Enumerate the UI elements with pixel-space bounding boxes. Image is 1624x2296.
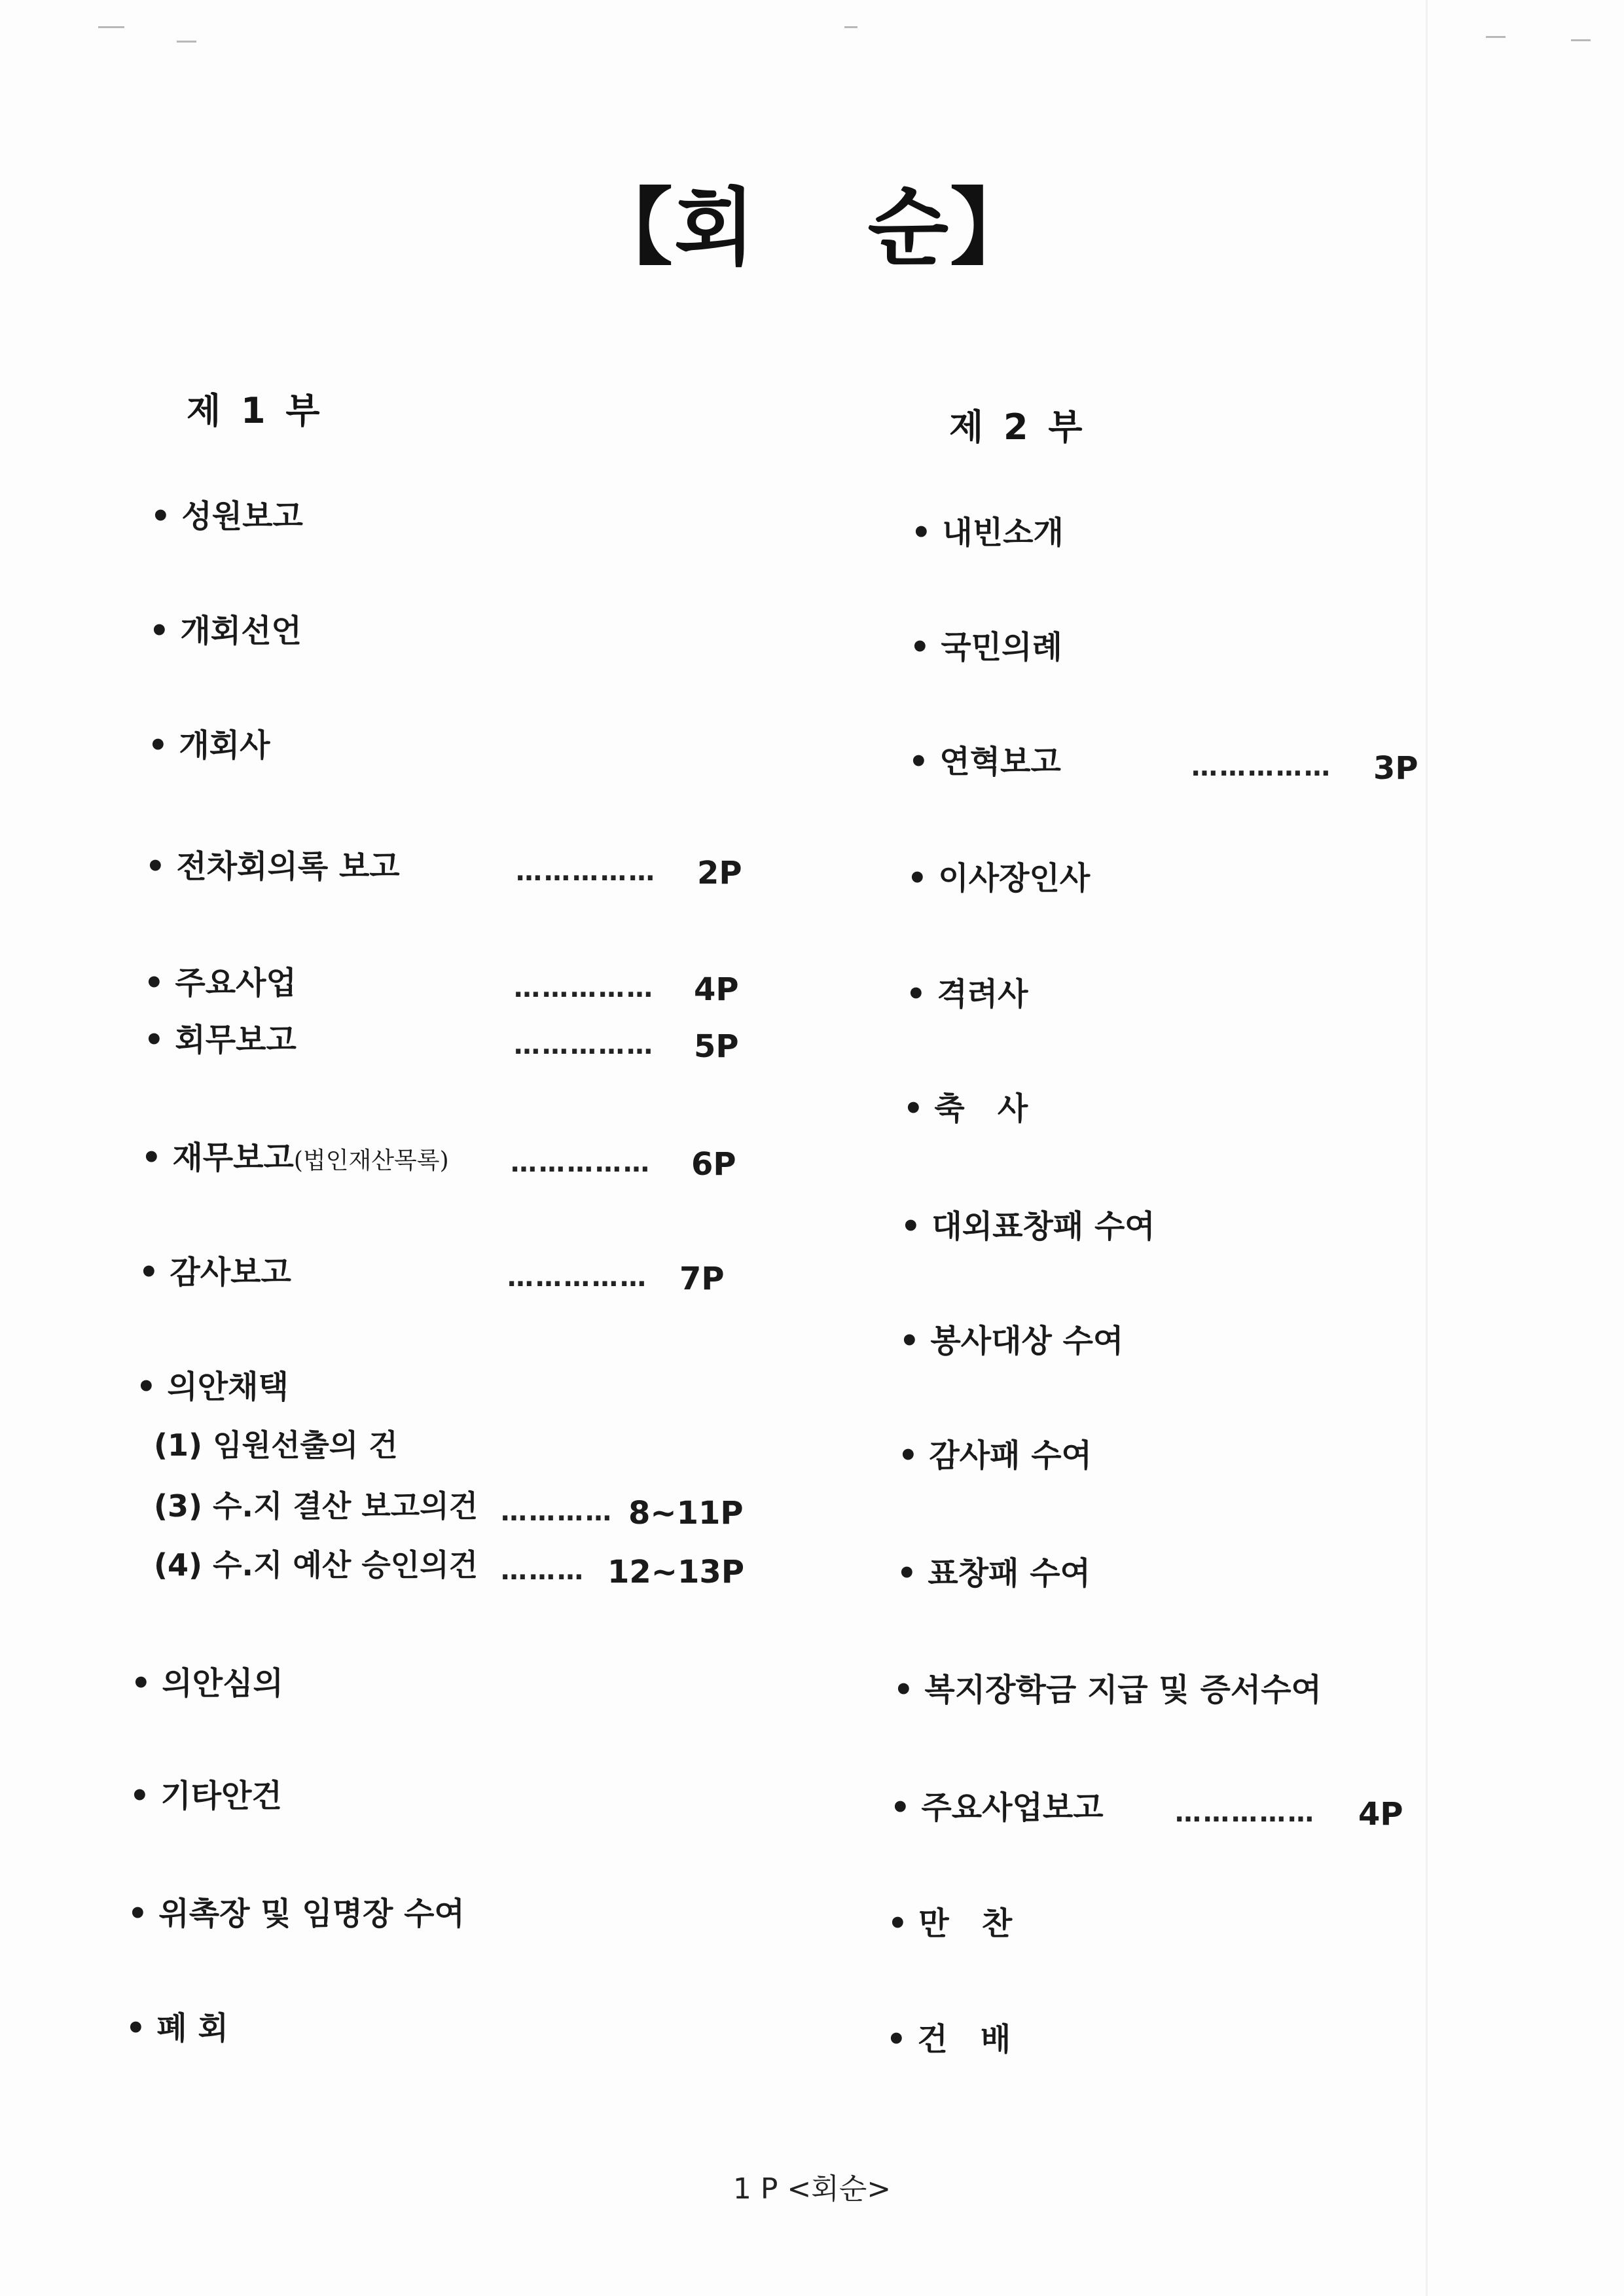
agenda-item: • 만 찬 bbox=[888, 1905, 1013, 1942]
agenda-item: • 개회선언 bbox=[149, 613, 302, 649]
page-reference: 8~11P bbox=[628, 1495, 744, 1532]
agenda-item: • 건 배 bbox=[886, 2021, 1011, 2058]
leader-dots: …………… bbox=[514, 973, 655, 1003]
part2-heading: 제 2 부 bbox=[949, 406, 1087, 448]
agenda-subitem: (4) 수.지 예산 승인의건 bbox=[154, 1547, 478, 1583]
scan-smudge bbox=[98, 26, 124, 28]
agenda-item: • 연혁보고 bbox=[909, 744, 1061, 780]
agenda-item: • 격려사 bbox=[906, 976, 1028, 1013]
agenda-item-note: (법인재산목록) bbox=[293, 1147, 449, 1174]
agenda-item: • 의안심의 bbox=[131, 1665, 283, 1702]
agenda-item bbox=[141, 1139, 449, 1176]
page-reference: 12~13P bbox=[607, 1554, 744, 1590]
agenda-item: • 개회사 bbox=[148, 727, 270, 764]
agenda-item: • 성원보고 bbox=[151, 498, 303, 535]
leader-dots: …………… bbox=[514, 1030, 655, 1060]
agenda-item: • 주요사업보고 bbox=[890, 1789, 1104, 1826]
agenda-item: • 위촉장 및 임명장 수여 bbox=[128, 1895, 465, 1932]
page-footer: 1 P <회순> bbox=[732, 2172, 892, 2206]
scan-smudge bbox=[844, 26, 857, 28]
agenda-item: • 표창패 수여 bbox=[897, 1555, 1091, 1592]
scan-smudge bbox=[1571, 39, 1591, 41]
scan-smudge bbox=[1486, 36, 1506, 38]
agenda-item: • 복지장학금 지급 및 증서수여 bbox=[893, 1672, 1322, 1708]
page-title-part1: 【회 bbox=[588, 179, 757, 277]
agenda-item-label: • 재무보고 bbox=[141, 1139, 294, 1176]
leader-dots: ………… bbox=[501, 1497, 613, 1527]
agenda-item: • 내빈소개 bbox=[911, 514, 1064, 551]
agenda-item: • 기타안건 bbox=[130, 1778, 282, 1814]
leader-dots: …………… bbox=[511, 1148, 651, 1178]
agenda-item: • 회무보고 bbox=[144, 1022, 297, 1058]
agenda-item: • 주요사업 bbox=[144, 965, 297, 1001]
agenda-item: • 폐 회 bbox=[126, 2010, 228, 2047]
scan-edge-line bbox=[1426, 0, 1428, 2296]
agenda-item: • 의안채택 bbox=[136, 1369, 289, 1405]
agenda-item: • 대외표창패 수여 bbox=[901, 1208, 1155, 1245]
page-reference: 4P bbox=[694, 971, 739, 1008]
page-title bbox=[0, 160, 1624, 281]
page-reference: 5P bbox=[694, 1028, 739, 1065]
page-reference: 6P bbox=[691, 1146, 736, 1183]
agenda-item: • 감사패 수여 bbox=[898, 1437, 1092, 1474]
page-reference: 2P bbox=[697, 855, 742, 891]
scan-smudge bbox=[177, 41, 196, 43]
leader-dots: …………… bbox=[1191, 752, 1332, 782]
part1-heading: 제 1 부 bbox=[187, 390, 324, 431]
agenda-item: • 축 사 bbox=[903, 1090, 1028, 1127]
agenda-item: • 봉사대상 수여 bbox=[899, 1323, 1124, 1359]
leader-dots: …………… bbox=[1175, 1798, 1316, 1828]
agenda-item: • 감사보고 bbox=[139, 1254, 291, 1291]
page-reference: 7P bbox=[679, 1261, 725, 1297]
page-reference: 3P bbox=[1373, 750, 1418, 787]
agenda-item: • 국민의례 bbox=[910, 629, 1062, 666]
leader-dots: …………… bbox=[516, 857, 657, 887]
leader-dots: …………… bbox=[507, 1263, 648, 1293]
agenda-subitem: (3) 수.지 결산 보고의건 bbox=[154, 1488, 478, 1524]
leader-dots: ……… bbox=[501, 1556, 585, 1586]
agenda-item: • 전차회의록 보고 bbox=[145, 848, 400, 885]
page-reference: 4P bbox=[1358, 1796, 1403, 1833]
agenda-item: • 이사장인사 bbox=[907, 860, 1091, 897]
agenda-subitem: (1) 임원선출의 건 bbox=[154, 1427, 398, 1463]
page-title-part2: 순】 bbox=[867, 179, 1036, 277]
